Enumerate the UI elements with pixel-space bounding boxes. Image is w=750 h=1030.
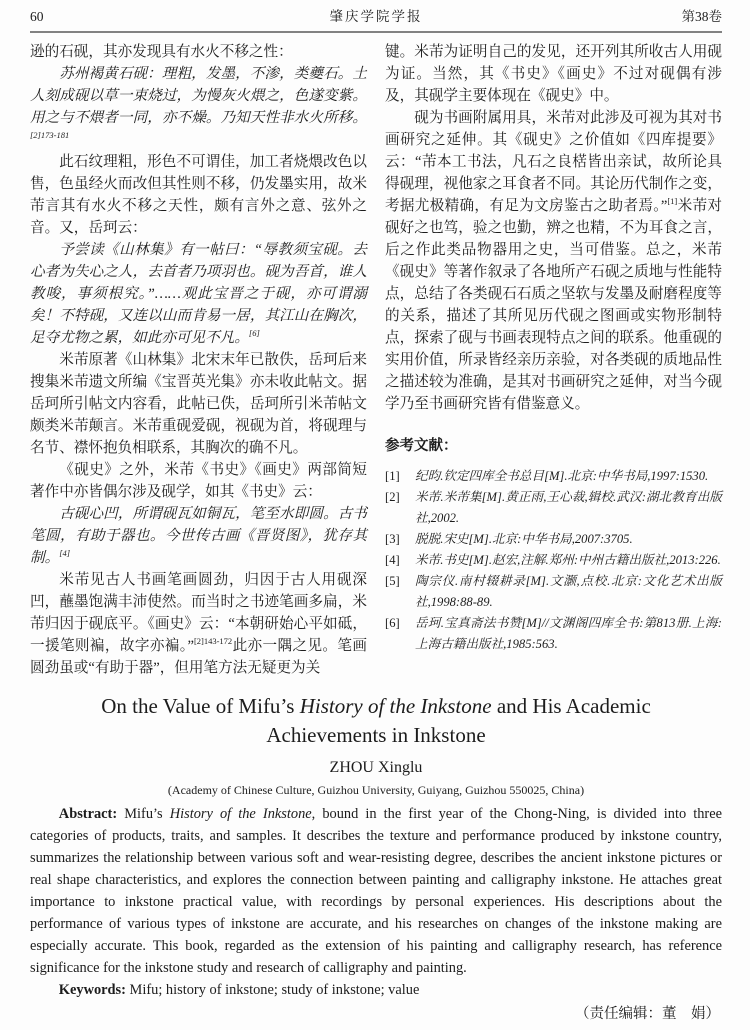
- reference-text: 纪昀.钦定四库全书总目[M].北京:中华书局,1997:1530.: [415, 469, 709, 483]
- reference-item: [385, 550, 722, 571]
- paragraph: 米芾见古人书画笔画圆劲，归因于古人用砚深凹，蘸墨饱满丰沛使然。而当时之书迹笔画多扁，米芾归因于砚底平。《画史》云：“本朝研始心平如砥，一援笔则褊，故字亦褊。”$^{[2]143-172}$此亦一隅之见。笔画圆劲虽或“有助于器”，但用笔方法无疑更为关: [30, 572, 367, 676]
- reference-number: [5]: [385, 574, 400, 588]
- paragraph: 键。米芾为证明自己的发见，还开列其所收古人用砚为证。当然，其《书史》《画史》不过对砚偶有涉及，其砚学主要体现在《砚史》中。: [385, 44, 722, 104]
- paragraph: 苏州褐黄石砚：理粗，发墨，不渗，类夔石。土人刻成砚以草一束烧过，为慢灰火煨之，色遂变紫。用之与不煨者一同，亦不燥。乃知天性非水火所移。$^{[2]173-181}$: [30, 66, 367, 141]
- paragraph: 逊的石砚，其亦发现具有水火不移之性：: [30, 44, 293, 60]
- affiliation: (Academy of Chinese Culture, Guizhou University, Guiyang, Guizhou 550025, China): [167, 783, 585, 797]
- reference-number: [3]: [385, 532, 400, 546]
- paragraph: 此石纹理粗，形色不可谓佳，加工者烧煨改色以售，色虽经火而改但其性则不移，仍发墨实用，故米芾言其有水火不移之天性，颇有言外之意、弦外之音。又，岳珂云：: [30, 154, 367, 236]
- page-header: [30, 8, 722, 33]
- reference-item: [385, 487, 722, 529]
- english-section: [30, 692, 722, 1023]
- reference-text: 陶宗仪.南村辍耕录[M].文灏,点校.北京:文化艺术出版社,1998:88-89.: [415, 574, 722, 609]
- page-number: 60: [30, 9, 44, 24]
- left-column: [30, 41, 367, 679]
- reference-number: [2]: [385, 490, 400, 504]
- reference-number: [6]: [385, 616, 400, 630]
- right-column: [385, 41, 722, 679]
- paragraph: 米芾原著《山林集》北宋末年已散佚，岳珂后来搜集米芾遗文所编《宝晋英光集》亦未收此帖文。据岳珂所引帖文内容看，此帖已佚，岳珂所引米芾帖文颇类米芾颠言。米芾重砚爱砚，视砚为首，将砚理与名节、襟怀抱负相联系，其胸次的确不凡。: [30, 352, 367, 456]
- reference-item: [385, 613, 722, 655]
- reference-number: [4]: [385, 553, 400, 567]
- paragraph: 古砚心凹，所谓砚瓦如铜瓦，笔至水即圆。古书笔圆，有助于器也。今世传古画《晋贤图》，犹存其制。[4]: [30, 506, 367, 566]
- reference-item: [385, 529, 722, 550]
- reference-item: [385, 466, 722, 487]
- editor-note: （责任编辑：董 娟）: [575, 1006, 720, 1022]
- reference-text: 米芾.书史[M].赵宏,注解.郑州:中州古籍出版社,2013:226.: [415, 553, 721, 567]
- paragraph: 砚为书画附属用具，米芾对此涉及可视为其对书画研究之延伸。其《砚史》之价值如《四库提要》云：“芾本工书法，凡石之良楛皆出亲试，故所论具得砚理，视他家之耳食者不同。其论历代制作之变，考据尤极精确，有足为文房鉴古之助者焉。”[1]米芾对砚好之也笃，验之也勤，辨之也精，不为耳食之言，后之作此类品物器用之史，当可借鉴。总之，米芾《砚史》等著作叙录了各地所产石砚之质地与性能特点，总结了各类砚石石质之坚软与发墨及耐磨程度等的关系，描述了其所见历代砚之图画或实物形制特点，探索了砚与书画表现特点之间的联系。他重砚的实用价值，所录皆经亲历亲验，对各类砚的质地品性之描述较为准确，是其对书画研究之延伸，对当今砚学乃至书画研究皆有借鉴意义。: [385, 110, 722, 412]
- paragraph: 予尝读《山林集》有一帖曰：“辱教须宝砚。去心者为失心之人，去首者乃项羽也。砚为吾首，谁人教唆，事须根究。”……观此宝晋之于砚，亦可谓溺矣！不特砚，又连以山而肯易一居，其江山在胸次，足夺尤物之累，如此亦可见不凡。[6]: [30, 242, 367, 346]
- english-title: On the Value of Mifu’s History of the Inkstone and His Academic Achievements in Inkstone: [101, 694, 651, 747]
- paragraph: 《砚史》之外，米芾《书史》《画史》两部简短著作中亦皆偶尔涉及砚学，如其《书史》云：: [30, 462, 367, 500]
- abstract-paragraph: Abstract: Mifu’s History of the Inkstone, bound in the first year of the Chong-Ning, is divided into three categories of products, traits, and samples. It describes the texture and performance produced by inkstone country, summarizes the relationship between various soft and wear-resisting degree, describes the ancient inkstone pictures or real shape characteristics, and explores the connection between painting and calligraphy inkstone. He attaches great importance to inkstone practical value, with recordings by personal experiences. His descriptions about the performance of various types of inkstone are accurate, and his researches on changes of the inkstone making are especially accurate. This book, regarded as the extension of his painting and calligraphy research, has reference significance for the inkstone study and research of calligraphy and painting.: [30, 806, 722, 976]
- references-list: [385, 466, 722, 655]
- reference-item: [385, 571, 722, 613]
- body-columns: [30, 41, 722, 679]
- reference-text: 脱脱.宋史[M].北京:中华书局,2007:3705.: [415, 532, 633, 546]
- reference-text: 岳珂.宝真斋法书赞[M]//文渊阁四库全书:第813册.上海:上海古籍出版社,1985:563.: [415, 616, 722, 651]
- reference-number: [1]: [385, 469, 400, 483]
- author-name: ZHOU Xinglu: [329, 759, 423, 776]
- right-column-text: [385, 41, 722, 415]
- reference-text: 米芾.米芾集[M].黄正雨,王心裁,辑校.武汉:湖北教育出版社,2002.: [415, 490, 722, 525]
- references-heading: 参考文献：: [385, 438, 458, 454]
- journal-title: 肇庆学院学报: [329, 9, 423, 24]
- volume-label: 第38卷: [681, 9, 722, 24]
- keywords-line: Keywords: Mifu; history of inkstone; study of inkstone; value: [58, 982, 420, 998]
